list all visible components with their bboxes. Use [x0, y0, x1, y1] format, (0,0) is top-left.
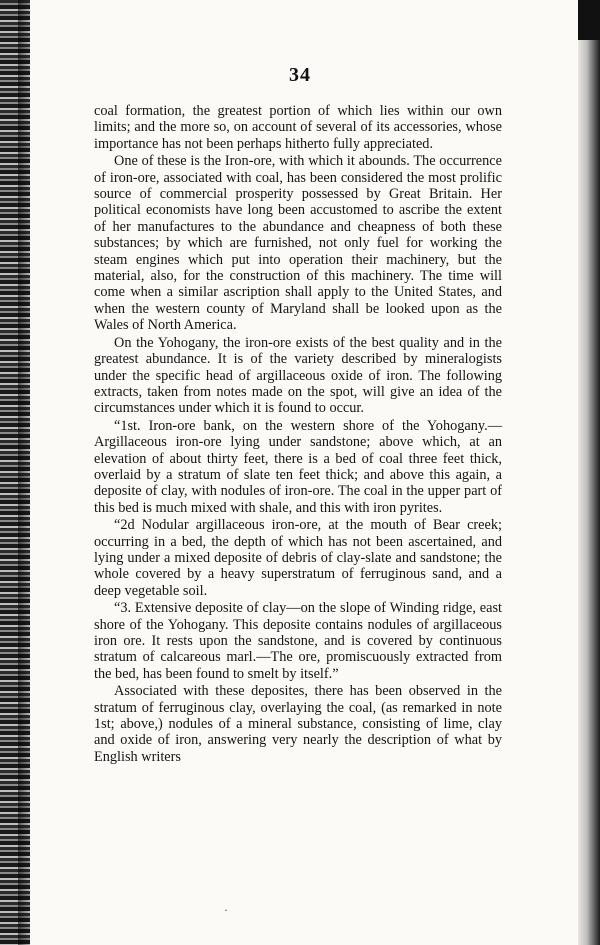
- binding-edge: [0, 0, 30, 945]
- paragraph: coal formation, the greatest portion of which lies within our own limits; and the more so, on account of several of its accessories, whose importance has not been perhaps hitherto fully appreciated.: [94, 103, 502, 152]
- body-text: [94, 103, 502, 766]
- paragraph: “2d Nodular argillaceous iron-ore, at the mouth of Bear creek; occurring in a bed, the depth of which has not been ascertained, and lying under a mixed deposite of debris of clay-slate and sandstone; the whole covered by a heavy superstratum of ferruginous sand, and a deep vegetable soil.: [94, 517, 502, 599]
- paragraph: Associated with these deposites, there has been observed in the stratum of ferruginous clay, overlaying the coal, (as remarked in note 1st; above,) nodules of a mineral substance, consisting of lime, clay and oxide of iron, answering very nearly the description of what by English writers: [94, 683, 502, 765]
- page-edge-right: [578, 0, 600, 945]
- paragraph: “3. Extensive deposite of clay—on the slope of Winding ridge, east shore of the Yohogany. This deposite contains nodules of argillaceous iron ore. It rests upon the sandstone, and is covered by continuous stratum of calcareous marl.—The ore, promiscuously extracted from the bed, has been found to smelt by itself.”: [94, 600, 502, 682]
- page-edge-corner: [578, 0, 600, 40]
- page-number: 34: [289, 64, 311, 86]
- printer-mark: ·: [224, 903, 228, 917]
- paragraph: On the Yohogany, the iron-ore exists of the best quality and in the greatest abundance. It is of the variety described by mineralogists under the specific head of argillaceous oxide of iron. The following extracts, taken from notes made on the spot, will give an idea of the circumstances under which it is found to occur.: [94, 334, 502, 417]
- paragraph: One of these is the Iron-ore, with which it abounds. The occurrence of iron-ore, associated with coal, has been considered the most prolific source of commercial prosperity possessed by Great Britain. Her political economists have long been accustomed to ascribe the extent of her manufactures to the abundance and cheapness of both these substances; by which are furnished, not only fuel for working the steam engines which put into operation their machinery, but the material, also, for the construction of this machinery. The time will come when a similar ascription shall apply to the United States, and when the western county of Maryland shall be looked upon as the Wales of North America.: [94, 153, 502, 334]
- paragraph: “1st. Iron-ore bank, on the western shore of the Yohogany.—Argillaceous iron-ore lying under sandstone; above which, at an elevation of about thirty feet, there is a bed of coal three feet thick, overlaid by a stratum of slate ten feet thick; and above this again, a deposite of clay, with nodules of iron-ore. The coal in the upper part of this bed is much mixed with shale, and this with iron pyrites.: [94, 417, 502, 516]
